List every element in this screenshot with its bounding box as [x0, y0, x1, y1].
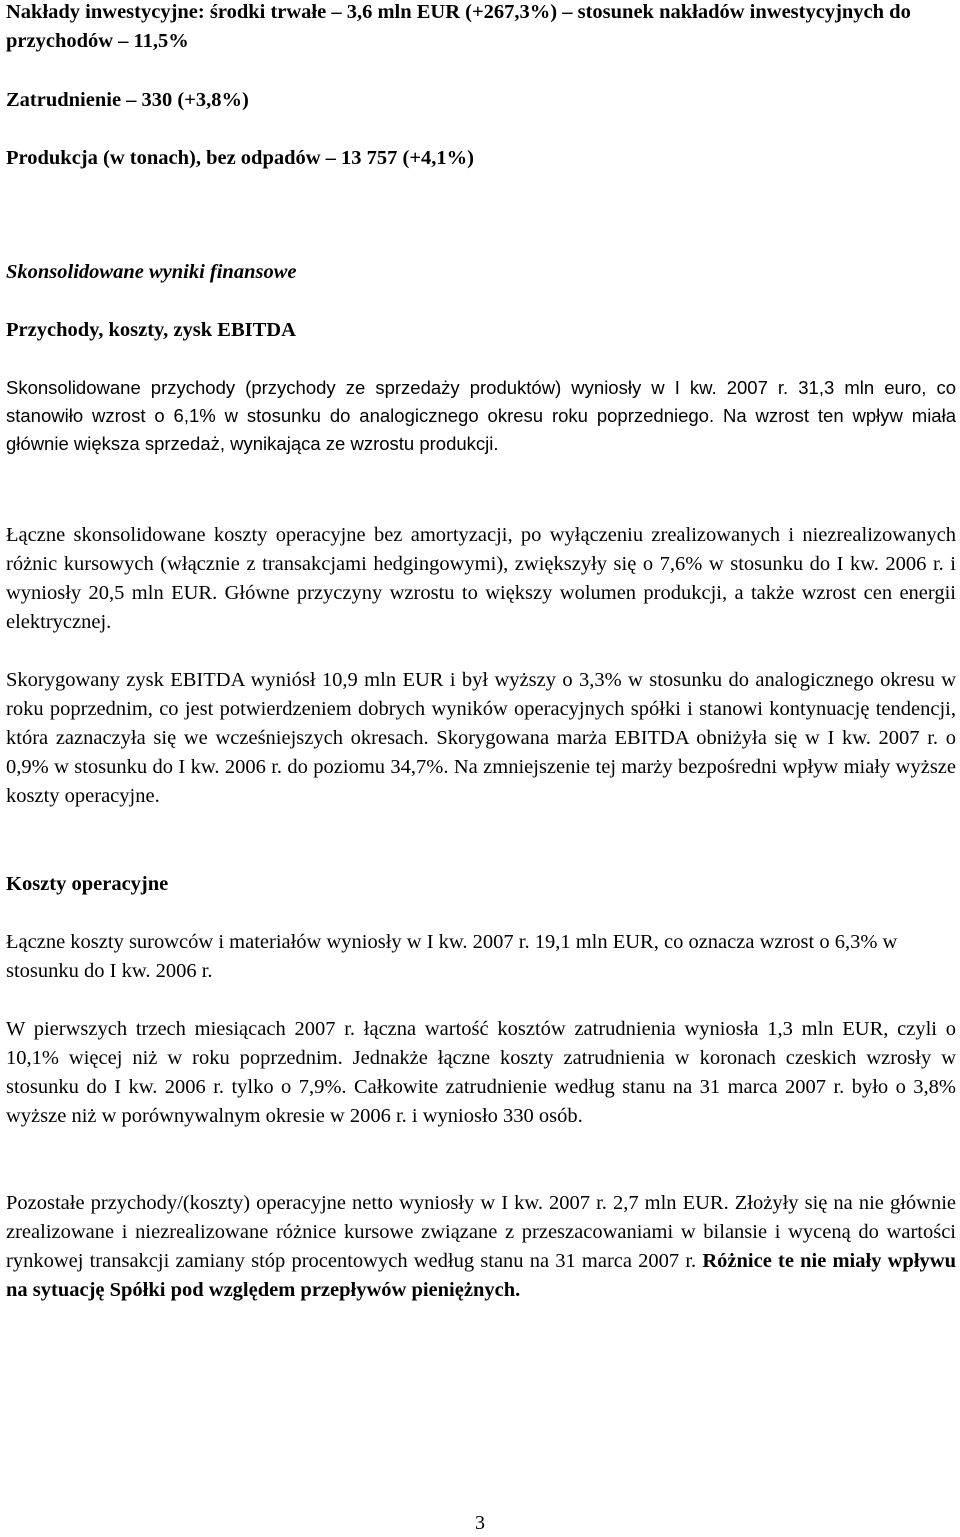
section-heading-operating-costs: Koszty operacyjne [6, 873, 169, 895]
other-operating-paragraph [6, 1189, 956, 1305]
employment-costs-paragraph: W pierwszych trzech miesiącach 2007 r. łączna wartość kosztów zatrudnienia wyniosła 1,3 mln EUR, czyli o 10,1% więcej niż w roku poprzednim. Jednakże łączne koszty zatrudnienia w koronach czeskich wzrosły w stosunku do I kw. 2006 r. tylko o 7,9%. Całkowite zatrudnienie według stanu na 31 marca 2007 r. było o 3,8% wyższe niż w porównywalnym okresie w 2006 r. i wyniosło 330 osób. [6, 1018, 956, 1127]
section-heading-consolidated: Skonsolidowane wyniki finansowe [6, 261, 297, 283]
page-number: 3 [475, 1512, 485, 1534]
ebitda-paragraph: Skorygowany zysk EBITDA wyniósł 10,9 mln EUR i był wyższy o 3,3% w stosunku do analogicznego okresu w roku poprzednim, co jest potwierdzeniem dobrych wyników operacyjnych spółki i stanowi kontynuację tendencji, która zaznaczyła się we wcześniejszych okresach. Skorygowana marża EBITDA obniżyła się w I kw. 2007 r. o 0,9% w stosunku do I kw. 2006 r. do poziomu 34,7%. Na zmniejszenie tej marży bezpośredni wpływ miały wyższe koszty operacyjne. [6, 669, 956, 807]
materials-paragraph: Łączne koszty surowców i materiałów wyniosły w I kw. 2007 r. 19,1 mln EUR, co oznacza wzrost o 6,3% w stosunku do I kw. 2006 r. [6, 931, 898, 982]
summary-employment: Zatrudnienie – 330 (+3,8%) [6, 89, 249, 111]
summary-production: Produkcja (w tonach), bez odpadów – 13 757 (+4,1%) [6, 147, 475, 169]
other-operating-bold-text: Różnice te nie miały wpływu na sytuację Spółki pod względem przepływów pieniężnych. [6, 1250, 956, 1301]
other-operating-text: Pozostałe przychody/(koszty) operacyjne netto wyniosły w I kw. 2007 r. 2,7 mln EUR. Złożyły się na nie głównie zrealizowane i niezrealizowane różnice kursowe związane z przeszacowaniami w bilansie i wyceną do wartości rynkowej transakcji zamiany stóp procentowych według stanu na 31 marca 2007 r. [6, 1192, 956, 1272]
subheading-revenue-costs: Przychody, koszty, zysk EBITDA [6, 319, 296, 341]
summary-investment: Nakłady inwestycyjne: środki trwałe – 3,6 mln EUR (+267,3%) – stosunek nakładów inwestycyjnych do przychodów – 11,5% [6, 1, 911, 52]
costs-paragraph: Łączne skonsolidowane koszty operacyjne bez amortyzacji, po wyłączeniu zrealizowanych i niezrealizowanych różnic kursowych (włącznie z transakcjami hedgingowymi), zwiększyły się o 7,6% w stosunku do I kw. 2006 r. i wyniosły 20,5 mln EUR. Główne przyczyny wzrostu to większy wolumen produkcji, a także wzrost cen energii elektrycznej. [6, 524, 956, 633]
revenue-paragraph: Skonsolidowane przychody (przychody ze sprzedaży produktów) wyniosły w I kw. 2007 r. 31,3 mln euro, co stanowiło wzrost o 6,1% w stosunku do analogicznego okresu roku poprzedniego. Na wzrost ten wpływ miała głównie większa sprzedaż, wynikająca ze wzrostu produkcji. [6, 377, 956, 454]
